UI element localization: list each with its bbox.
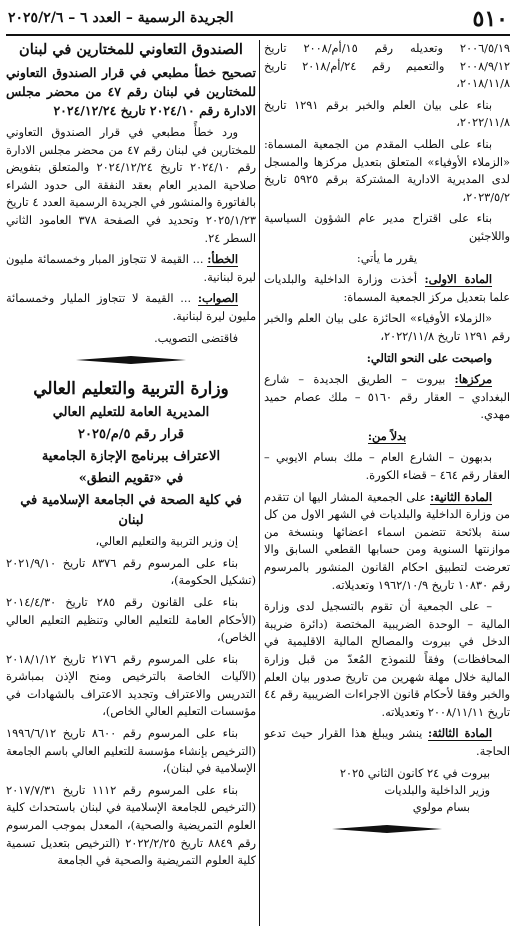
error-paragraph: الخطأ: ... القيمة لا تتجاوز المبار وخمسمائة مليون ليرة لبنانية. <box>6 252 256 284</box>
article-two: المادة الثانية: على الجمعية المشار اليها ان تتقدم من وزارة الداخلية والبلديات في الشهر الاول من كل سنة بلائحة تتضمن اسماء اعضائها وبنسخة من موازنتها السنوية ومن حسابها القطعي السابق والا تعرضت لتطبيق احكام القانون المنشور بالمرسوم رقم ١٠٨٣٠ تاريخ ١٩٦٢/١٠/٩ وتعديلاته. <box>264 489 510 592</box>
center-label: مركزها: <box>454 372 492 387</box>
paragraph: «الزملاء الأوفياء» الحائزة على بيان العلم والخبر رقم ١٢٩١ تاريخ ٢٠٢٢/١١/٨، <box>264 312 510 343</box>
signature-date: بيروت في ٢٤ كانون الثاني ٢٠٢٥ <box>339 766 490 780</box>
decision-number: قرار رقم ٥/م/٢٠٢٥ <box>78 427 184 443</box>
right-column <box>264 40 510 926</box>
paragraph: ورد خطأً مطبعي في قرار الصندوق التعاوني للمختارين في لبنان رقم ٤٧ من محضر مجلس الادارة رقم ٢٠٢٤/١٠ تاريخ ٢٠٢٤/١٢/٢٤ والمتعلق بتفويض صلاحية المدير العام بعقد النفقة الى حدود الشراء بالفاتورة والمنشور في الجريدة الرسمية العدد ٤ تاريخ ٢٠٢٥/١/٢٣ وتحديد في الصفحة ٣٧٨ العامود الثاني السطر ٢٤. <box>6 126 256 245</box>
paragraph: يقرر ما يأتي: <box>356 251 418 265</box>
header-title: الجريدة الرسمية – العدد ٦ – ٢٠٢٥/٢/٦ <box>8 10 234 26</box>
instead-label: بدلاً من: <box>367 428 407 443</box>
signature-name: بسام مولوي <box>412 800 470 814</box>
ornament-icon <box>332 824 442 834</box>
decision-subject: الاعتراف ببرنامج الإجازة الجامعية <box>41 449 221 465</box>
paragraph: بناء على القانون رقم ٢٨٥ تاريخ ٢٠١٤/٤/٣٠ (الأحكام العامة للتعليم العالي وتنظيم التعليم العالي الخاص)، <box>6 595 256 645</box>
article-label: المادة الثالثة: <box>427 726 492 741</box>
paragraph: واصبحت على النحو التالي: <box>366 350 492 365</box>
divider-ornament <box>264 822 510 836</box>
correct-paragraph: الصواب: ... القيمة لا تتجاوز المليار وخمسمائة مليون ليرة لبنانية. <box>6 291 256 323</box>
article-label: المادة الثانية: <box>430 489 492 504</box>
correction-heading: تصحيح خطأ مطبعي في قرار الصندوق التعاوني للمختارين في لبنان رقم ٤٧ من محضر مجلس الادارة رقم ٢٠٢٤/١٠ تاريخ ٢٠٢٤/١٢/٢٤ <box>6 65 256 118</box>
paragraph <box>264 428 510 446</box>
paragraph: بناء على المرسوم رقم ١١١٢ تاريخ ٢٠١٧/٧/٣١ (الترخيص للجامعة الإسلامية في لبنان باستحداث كلية العلوم التمريضية والصحية)، المعدل بموجب المرسوم رقم ٨٨٤٩ تاريخ ٢٠٢٢/٢/٢٥ (الترخيص بتعديل تسمية كلية العلوم التمريضية والصحية في الجامعة <box>6 783 256 868</box>
paragraph: – على الجمعية أن تقوم بالتسجيل لدى وزارة المالية – الوحدة الضريبية المختصة (دائرة ضريبة الدخل في بيروت والمصالح المالية الاقليمية في المحافظات) وفقاً للنموذج المُعدّ من قبل وزارة المالية خلال مهلة شهرين من تاريخ صدور بيان العلم والخبر وفقا لأحكام قانون الاجراءات الضريبية رقم ٤٤ تاريخ ٢٠٠٨/١١/١١ وتعديلاته. <box>264 600 510 719</box>
page-number: ٥١٠ <box>472 6 508 32</box>
paragraph: ٢٠٠٦/٥/١٩ وتعديله رقم ١٥/أم/٢٠٠٨ تاريخ ٢٠٠٨/٩/١٢ والتعميم رقم ٢٤/أم/٢٠١٨ تاريخ ٢٠١٨/١١/٨، <box>264 42 510 91</box>
article-one: المادة الاولى: أخذت وزارة الداخلية والبلديات علما بتعديل مركز الجمعية المسماة: <box>264 272 510 304</box>
paragraph: بناء على المرسوم رقم ٢١٧٦ تاريخ ٢٠١٨/١/١٢ (الآليات الخاصة بالترخيص ومنح الإذن بمباشرة التدريس والاعتراف وتجديد الاعتراف بالشهادات في مؤسسات التعليم العالي الخاص)، <box>6 652 256 719</box>
paragraph: بناء على المرسوم رقم ٨٣٧٦ تاريخ ٢٠٢١/٩/١٠ (تشكيل الحكومة)، <box>6 556 256 588</box>
article-label: المادة الاولى: <box>424 272 492 287</box>
center-paragraph: مركزها: بيروت – الطريق الجديدة – شارع البغدادي – العقار رقم ٥١٦٠ – ملك عصام حميد مهدي. <box>264 372 510 422</box>
ministry-title: وزارة التربية والتعليم العالي <box>33 379 229 400</box>
article-three: المادة الثالثة: ينشر ويبلغ هذا القرار حيث تدعو الحاجة. <box>264 726 510 758</box>
page-header <box>6 6 510 36</box>
divider-ornament <box>6 353 256 367</box>
paragraph: بناء على بيان العلم والخبر برقم ١٢٩١ تاريخ ٢٠٢٢/١١/٨، <box>264 98 510 130</box>
paragraph: بناء على اقتراح مدير عام الشؤون السياسية واللاجئين <box>264 212 510 243</box>
left-column <box>6 40 256 926</box>
paragraph: فاقتضى التصويب. <box>154 331 238 345</box>
signature-title: وزير الداخلية والبلديات <box>384 783 490 797</box>
section-title: الصندوق التعاوني للمختارين في لبنان <box>19 41 243 58</box>
column-divider <box>259 40 260 926</box>
paragraph: بناء على الطلب المقدم من الجمعية المسماة: «الزملاء الأوفياء» المتعلق بتعديل مركزها والمسجل لدى المديرية الادارية المشتركة برقم ٥٩٢٥ تاريخ ٢٠٢٣/٥/٢، <box>264 137 510 204</box>
paragraph: بناء على المرسوم رقم ٨٦٠٠ تاريخ ١٩٩٦/٦/١٢ (الترخيص بإنشاء مؤسسة للتعليم العالي باسم الجامعة الإسلامية في لبنان)، <box>6 727 256 776</box>
decision-faculty: في كلية الصحة في الجامعة الإسلامية في لبنان <box>20 493 242 529</box>
directorate-title: المديرية العامة للتعليم العالي <box>52 405 210 421</box>
paragraph: إن وزير التربية والتعليم العالي، <box>95 535 238 549</box>
ornament-icon <box>76 355 186 365</box>
paragraph: بدبهون – الشارع العام – ملك بسام الايوبي – العقار رقم ٤٦٤ – قضاء الكورة. <box>264 451 510 483</box>
decision-field: في «تقويم النطق» <box>78 471 184 487</box>
